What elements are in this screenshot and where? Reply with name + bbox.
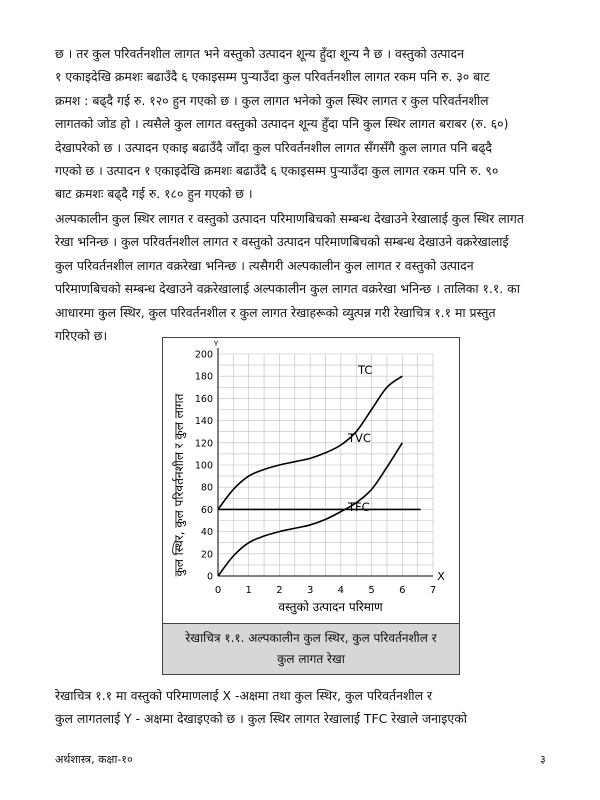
y-tick-label: 140 (194, 416, 213, 428)
paragraph3-line: रेखाचित्र १.१ मा वस्तुको परिमाणलाई X -अक्षमा तथा कुल स्थिर, कुल परिवर्तनशील र (55, 688, 433, 703)
paragraph2-line: आधारमा कुल स्थिर, कुल परिवर्तनशील र कुल लागत रेखाहरूको व्युत्पन्न गरी रेखाचित्र १.१ मा प्रस्तुत (55, 304, 496, 320)
y-tick-label: 20 (200, 549, 213, 561)
y-axis-title: कुल स्थिर, कुल परिवर्तनशील र कुल लागत (172, 393, 186, 577)
paragraph2-line: अल्पकालीन कुल स्थिर लागत र वस्तुको उत्पादन परिमाणबिचको सम्बन्ध देखाउने रेखालाई कुल स्थिर लागत (55, 211, 524, 226)
page-number: ३ (540, 753, 546, 766)
figure-caption (162, 623, 460, 675)
y-tick-label: 100 (194, 460, 213, 472)
paragraph-2 (55, 207, 553, 347)
x-tick-label: 3 (306, 585, 314, 596)
y-axis-letter: Y (213, 340, 219, 348)
y-tick-label: 200 (194, 349, 213, 361)
x-tick-label: 2 (276, 585, 283, 596)
paragraph1-line: १ एकाइदेखि क्रमशः बढाउँदै ६ एकाइसम्म पुऱ्याउँदा कुल परिवर्तनशील लागत रकम पनि रु. ३० बाट (55, 69, 490, 85)
paragraph2-line: रेखा भनिन्छ । कुल परिवर्तनशील लागत र वस्तुको उत्पादन परिमाणबिचको सम्बन्ध देखाउने वक्ररेखालाई (55, 234, 509, 250)
y-tick-label: 180 (194, 371, 213, 383)
paragraph3-line: कुल लागतलाई Y - अक्षमा देखाइएको छ । कुल स्थिर लागत रेखालाई TFC रेखाले जनाइएको (55, 711, 467, 727)
x-tick-label: 4 (337, 585, 345, 596)
paragraph2-line: गरिएको छ। (55, 328, 108, 344)
x-tick-label: 5 (368, 585, 375, 596)
paragraph1-line: छ । तर कुल परिवर्तनशील लागत भने वस्तुको उत्पादन शून्य हुँदा शून्य नै छ । वस्तुको उत्पादन (55, 46, 464, 61)
paragraph1-line: गएको छ । उत्पादन १ एकाइदेखि क्रमशः बढाउँदै ६ एकाइसम्म पुऱ्याउँदा कुल लागत रकम पनि रु. ९० (55, 163, 499, 179)
x-tick-label: 6 (399, 585, 406, 596)
paragraph2-line: परिमाणबिचको सम्बन्ध देखाउने वक्ररेखालाई अल्पकालीन कुल लागत वक्ररेखा भनिन्छ । तालिका १.१. का (55, 281, 520, 297)
y-tick-label: 0 (206, 571, 213, 583)
y-tick-label: 120 (194, 438, 213, 450)
footer-book-title: अर्थशास्त्र, कक्षा-१० (55, 753, 133, 766)
paragraph1-line: देखापरेको छ । उत्पादन एकाइ बढाउँदै जाँदा कुल परिवर्तनशील लागत सँगसँगै कुल लागत पनि बढ्दै (55, 139, 492, 155)
x-tick-label: 1 (245, 585, 252, 596)
x-axis-title: वस्तुको उत्पादन परिमाण (278, 600, 383, 614)
y-tick-label: 40 (200, 527, 213, 539)
paragraph-3 (55, 684, 553, 731)
y-tick-label: 60 (200, 504, 213, 516)
paragraph2-line: कुल परिवर्तनशील लागत वक्ररेखा भनिन्छ । त्यसैगरी अल्पकालीन कुल लागत र वस्तुको उत्पादन (55, 257, 474, 273)
paragraph1-line: क्रमश : बढ्दै गई रु. १२० हुन गएको छ । कुल लागत भनेको कुल स्थिर लागत र कुल परिवर्तनशील (55, 92, 489, 108)
series-label-tc: TC (358, 363, 373, 377)
y-tick-label: 80 (200, 482, 213, 494)
figure-caption-line-2: कुल लागत रेखा (277, 652, 345, 666)
series-label-tfc: TFC (348, 500, 370, 514)
x-tick-label: 7 (429, 585, 437, 596)
x-tick-label: 0 (214, 585, 222, 596)
y-tick-label: 160 (194, 393, 213, 405)
x-axis-letter: X (437, 570, 445, 583)
paragraph-1 (55, 42, 553, 206)
paragraph1-line: लागतको जोड हो । त्यसैले कुल लागत वस्तुको उत्पादन शून्य हुँदा पनि कुल स्थिर लागत बराबर (रु. ६०) (55, 116, 509, 132)
paragraph1-line: बाट क्रमशः बढ्दै गई रु. १८० हुन गएको छ । (55, 186, 253, 202)
cost-curves-chart (163, 338, 459, 628)
series-label-tvc: TVC (348, 431, 371, 445)
figure-caption-line-1: रेखाचित्र १.१. अल्पकालीन कुल स्थिर, कुल परिवर्तनशील र (185, 631, 437, 645)
